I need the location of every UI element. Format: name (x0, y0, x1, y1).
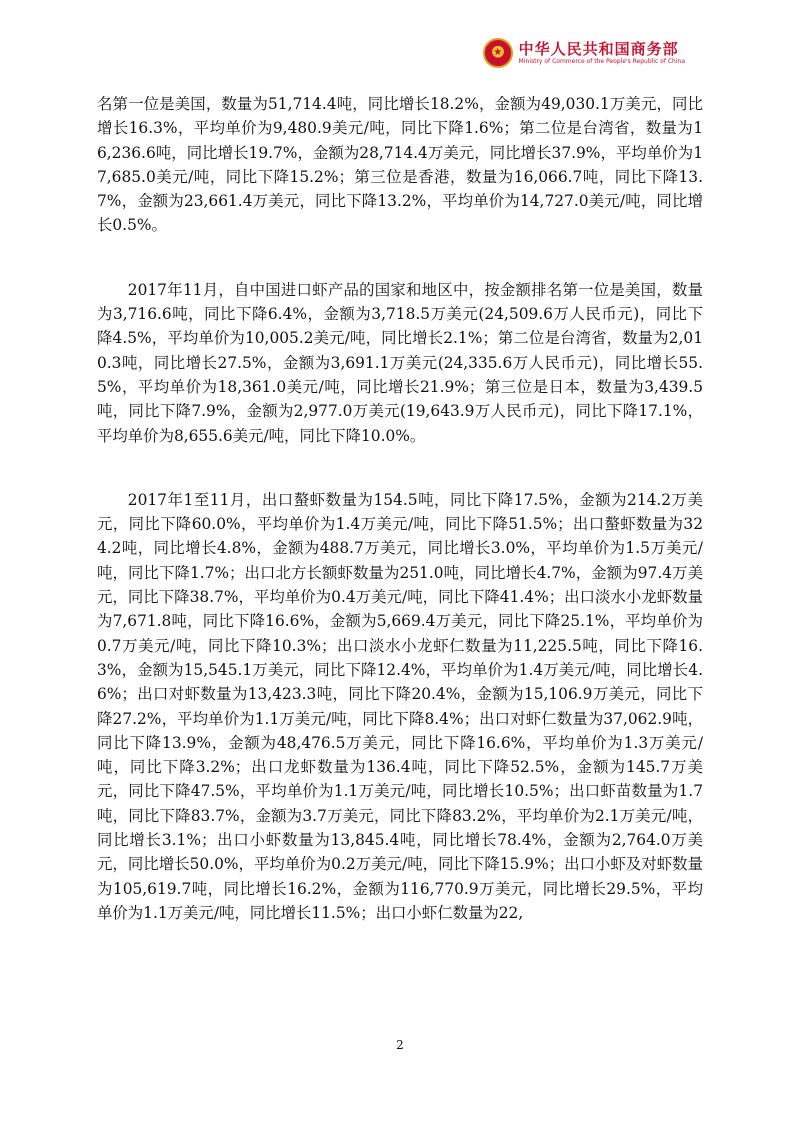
paragraph-3: 2017年1至11月，出口螯虾数量为154.5吨，同比下降17.5%，金额为214.2万美元，同比下降60.0%，平均单价为1.4万美元/吨，同比下降51.5%；出口螯虾数量为324.2吨，同比增长4.8%，金额为488.7万美元，同比增长3.0%，平均单价为1.5万美元/吨，同比下降1.7%；出口北方长额虾数量为251.0吨，同比增长4.7%，金额为97.4万美元，同比下降38.7%，平均单价为0.4万美元/吨，同比下降41.4%；出口淡水小龙虾数量为7,671.8吨，同比下降16.6%，金额为5,669.4万美元，同比下降25.1%，平均单价为0.7万美元/吨，同比下降10.3%；出口淡水小龙虾仁数量为11,225.5吨，同比下降16.3%，金额为15,545.1万美元，同比下降12.4%，平均单价为1.4万美元/吨，同比增长4.6%；出口对虾数量为13,423.3吨，同比下降20.4%，金额为15,106.9万美元，同比下降27.2%，平均单价为1.1万美元/吨，同比下降8.4%；出口对虾仁数量为37,062.9吨，同比下降13.9%，金额为48,476.5万美元，同比下降16.6%，平均单价为1.3万美元/吨，同比下降3.2%；出口龙虾数量为136.4吨，同比下降52.5%，金额为145.7万美元，同比下降47.5%，平均单价为1.1万美元/吨，同比增长10.5%；出口虾苗数量为1.7吨，同比下降83.7%，金额为3.7万美元，同比下降83.2%，平均单价为2.1万美元/吨，同比增长3.1%；出口小虾数量为13,845.4吨，同比增长78.4%，金额为2,764.0万美元，同比增长50.0%，平均单价为0.2万美元/吨，同比下降15.9%；出口小虾及对虾数量为105,619.7吨，同比增长16.2%，金额为116,770.9万美元，同比增长29.5%，平均单价为1.1万美元/吨，同比增长11.5%；出口小虾仁数量为22, (97, 490, 703, 922)
national-emblem-icon: ★ (483, 38, 513, 68)
header-text (519, 40, 685, 66)
document-body (97, 92, 703, 925)
paragraph-1: 名第一位是美国，数量为51,714.4吨，同比增长18.2%，金额为49,030.1万美元，同比增长16.3%，平均单价为9,480.9美元/吨，同比下降1.6%；第二位是台湾省，数量为16,236.6吨，同比增长19.7%，金额为28,714.4万美元，同比增长37.9%，平均单价为17,685.0美元/吨，同比下降15.2%；第三位是香港，数量为16,066.7吨，同比下降13.7%，金额为23,661.4万美元，同比下降13.2%，平均单价为14,727.0美元/吨，同比增长0.5%。 (97, 95, 703, 235)
page-header (483, 38, 685, 68)
page-number: 2 (396, 1038, 404, 1052)
ministry-title: 中华人民共和国商务部 (518, 40, 679, 58)
ministry-subtitle: Ministry of Commerce of the People's Republic of China (518, 58, 685, 65)
paragraph-2: 2017年11月，自中国进口虾产品的国家和地区中，按金额排名第一位是美国，数量为3,716.6吨，同比下降6.4%，金额为3,718.5万美元(24,509.6万人民币元)，同比下降4.5%，平均单价为10,005.2美元/吨，同比增长2.1%；第二位是台湾省，数量为2,010.3吨，同比增长27.5%，金额为3,691.1万美元(24,335.6万人民币元)，同比增长55.5%，平均单价为18,361.0美元/吨，同比增长21.9%；第三位是日本，数量为3,439.5吨，同比下降7.9%，金额为2,977.0万美元(19,643.9万人民币元)，同比下降17.1%，平均单价为8,655.6美元/吨，同比下降10.0%。 (97, 280, 703, 445)
